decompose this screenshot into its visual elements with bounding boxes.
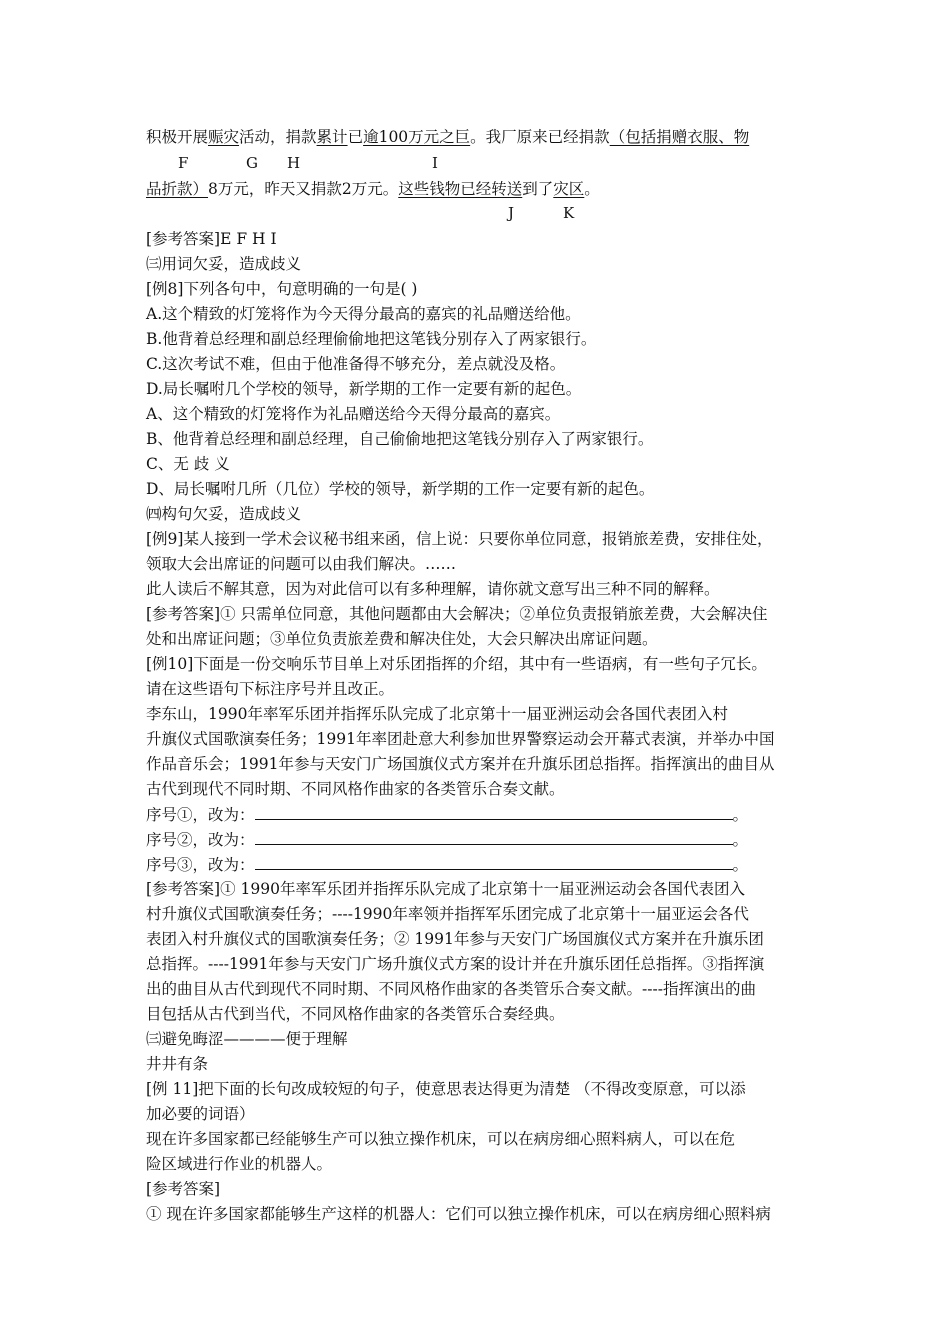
text-line: 处和出席证问题；③单位负责旅差费和解决住处，大会只解决出席证问题。: [146, 630, 658, 648]
section-heading: ㈢用词欠妥，造成歧义: [146, 255, 302, 273]
underlined-span-H: 逾100万元之巨: [363, 128, 471, 146]
marker-H: H: [287, 154, 301, 172]
fill-in-line-2: [146, 829, 748, 850]
text-line: 井井有条: [146, 1055, 209, 1073]
text-line: [例 11]把下面的长句改成较短的句子，使意思表达得更为清楚 （不得改变原意，可以添: [146, 1080, 746, 1098]
marker-K: K: [563, 204, 575, 222]
text-line: D.局长嘱咐几个学校的领导，新学期的工作一定要有新的起色。: [146, 380, 582, 398]
text-line: 古代到现代不同时期、不同风格作曲家的各类管乐合奏文献。: [146, 780, 565, 798]
marker-I: I: [432, 154, 438, 172]
text-line: 险区域进行作业的机器人。: [146, 1155, 333, 1173]
underlined-span-J: 这些钱物已经转送: [398, 180, 523, 198]
text-line: 现在许多国家都已经能够生产可以独立操作机床，可以在病房细心照料病人，可以在危: [146, 1130, 736, 1148]
marker-G: G: [246, 154, 258, 172]
text-line: 领取大会出席证的问题可以由我们解决。……: [146, 555, 457, 573]
text-line: A.这个精致的灯笼将作为今天得分最高的嘉宾的礼品赠送给他。: [146, 305, 581, 323]
text-span: 。我厂原来已经捐款: [470, 128, 610, 146]
text-line: 目包括从古代到当代，不同风格作曲家的各类管乐合奏经典。: [146, 1005, 565, 1023]
underlined-span-I: 品折款）: [146, 180, 209, 198]
text-line: 请在这些语句下标注序号并且改正。: [146, 680, 395, 698]
text-line: 表团入村升旗仪式的国歌演奏任务；② 1991年参与天安门广场国旗仪式方案并在升旗乐团: [146, 930, 764, 948]
text-line: 加必要的词语）: [146, 1105, 255, 1123]
marker-J: J: [508, 204, 515, 222]
text-line: [146, 127, 749, 147]
fill-label: 序号②，改为：: [146, 831, 255, 849]
text-span: 8万元，昨天又捐款2万元。: [208, 180, 399, 198]
section-heading: ㈣构句欠妥，造成歧义: [146, 505, 302, 523]
text-line: C、无 歧 义: [146, 455, 230, 473]
text-span: 积极开展: [146, 128, 209, 146]
text-line: [参考答案]E F H I: [146, 230, 277, 248]
answer-blank[interactable]: [255, 804, 733, 820]
underlined-span-K: 灾区: [553, 180, 585, 198]
underlined-span-G: 累计: [316, 128, 348, 146]
text-line: 作品音乐会；1991年参与天安门广场国旗仪式方案并在升旗乐团总指挥。指挥演出的曲目从: [146, 755, 775, 773]
text-line: [例9]某人接到一学术会议秘书组来函，信上说：只要你单位同意，报销旅差费，安排住处，: [146, 530, 773, 548]
text-line: 出的曲目从古代到现代不同时期、不同风格作曲家的各类管乐合奏文献。----指挥演出的曲: [146, 980, 756, 998]
text-line: D、局长嘱咐几所（几位）学校的领导，新学期的工作一定要有新的起色。: [146, 480, 655, 498]
text-span: 。: [732, 806, 749, 824]
text-line: [参考答案]① 1990年率军乐团并指挥乐队完成了北京第十一届亚洲运动会各国代表团入: [146, 880, 745, 898]
text-line: 升旗仪式国歌演奏任务；1991年率团赴意大利参加世界警察运动会开幕式表演，并举办中国: [146, 730, 775, 748]
underlined-span-I: （包括捐赠衣服、物: [609, 128, 750, 146]
text-line: [146, 179, 600, 199]
marker-F: F: [178, 154, 189, 172]
text-span: 。: [732, 856, 749, 874]
text-line: 村升旗仪式国歌演奏任务；----1990年率领并指挥军乐团完成了北京第十一届亚运会各代: [146, 905, 749, 923]
underlined-span-F: 赈灾: [208, 128, 240, 146]
text-line: 总指挥。----1991年参与天安门广场升旗仪式方案的设计并在升旗乐团任总指挥。③指挥演: [146, 955, 765, 973]
answer-blank[interactable]: [255, 854, 733, 870]
text-span: 到了: [522, 180, 554, 198]
fill-in-line-1: [146, 804, 748, 825]
text-span: 。: [584, 180, 600, 198]
text-span: 。: [732, 831, 749, 849]
text-line: ① 现在许多国家都能够生产这样的机器人：它们可以独立操作机床，可以在病房细心照料病: [146, 1205, 771, 1223]
text-line: 李东山，1990年率军乐团并指挥乐队完成了北京第十一届亚洲运动会各国代表团入村: [146, 705, 728, 723]
text-line: C.这次考试不难，但由于他准备得不够充分，差点就没及格。: [146, 355, 566, 373]
text-line: [例10]下面是一份交响乐节目单上对乐团指挥的介绍，其中有一些语病，有一些句子冗长。: [146, 655, 767, 673]
fill-in-line-3: [146, 854, 748, 875]
text-line: 此人读后不解其意，因为对此信可以有多种理解，请你就文意写出三种不同的解释。: [146, 580, 720, 598]
section-heading: ㈢避免晦涩————便于理解: [146, 1030, 348, 1048]
text-line: B、他背着总经理和副总经理，自己偷偷地把这笔钱分别存入了两家银行。: [146, 430, 654, 448]
text-line: B.他背着总经理和副总经理偷偷地把这笔钱分别存入了两家银行。: [146, 330, 597, 348]
fill-label: 序号①，改为：: [146, 806, 255, 824]
text-span: 活动，捐款: [239, 128, 317, 146]
answer-blank[interactable]: [255, 829, 733, 845]
text-line: [例8]下列各句中，句意明确的一句是( ): [146, 280, 418, 298]
text-line: A、这个精致的灯笼将作为礼品赠送给今天得分最高的嘉宾。: [146, 405, 561, 423]
text-line: [参考答案]: [146, 1180, 221, 1198]
text-span: 已: [347, 128, 364, 146]
text-line: [参考答案]① 只需单位同意，其他问题都由大会解决；②单位负责报销旅差费，大会解决住: [146, 605, 768, 623]
fill-label: 序号③，改为：: [146, 856, 255, 874]
